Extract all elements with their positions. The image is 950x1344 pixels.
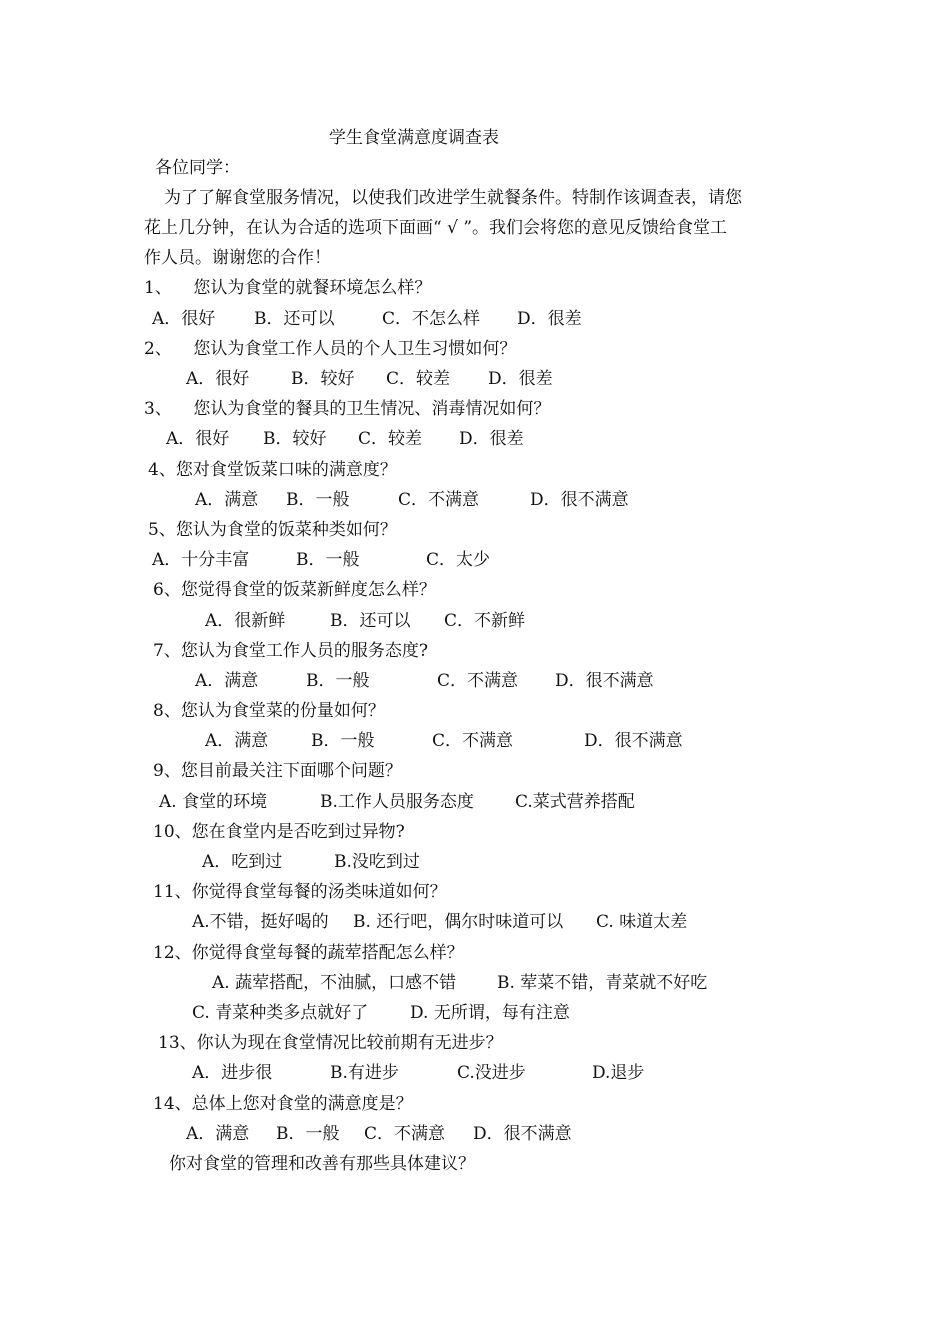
option-b[interactable]: B．较好 xyxy=(291,369,355,389)
option-c[interactable]: C.没进步 xyxy=(457,1063,526,1083)
option-a[interactable]: A．满意 xyxy=(195,671,259,691)
option-d[interactable]: D.退步 xyxy=(592,1063,645,1083)
intro-line: 作人员。谢谢您的合作！ xyxy=(144,248,331,268)
option-a[interactable]: A．满意 xyxy=(195,490,259,510)
question-text: 6、您觉得食堂的饭菜新鲜度怎么样？ xyxy=(153,580,436,600)
question-text: 13、你认为现在食堂情况比较前期有无进步？ xyxy=(158,1033,503,1053)
greeting: 各位同学： xyxy=(155,158,240,178)
question-text: 5、您认为食堂的饭菜种类如何？ xyxy=(148,520,397,540)
option-d[interactable]: D．很不满意 xyxy=(584,731,683,751)
option-d[interactable]: D．很差 xyxy=(488,369,553,389)
question-text: 10、您在食堂内是否吃到过异物? xyxy=(153,822,405,842)
option-c[interactable]: C．不新鲜 xyxy=(444,611,526,631)
option-d[interactable]: D．很不满意 xyxy=(555,671,654,691)
option-c[interactable]: C．太少 xyxy=(426,550,491,570)
option-d[interactable]: D．很不满意 xyxy=(473,1124,572,1144)
option-c[interactable]: C．较差 xyxy=(386,369,451,389)
question-text: 2、 您认为食堂工作人员的个人卫生习惯如何？ xyxy=(144,339,517,359)
question-text: 11、你觉得食堂每餐的汤类味道如何？ xyxy=(153,882,447,902)
option-c[interactable]: C.菜式营养搭配 xyxy=(515,792,635,812)
question-text: 14、总体上您对食堂的满意度是？ xyxy=(153,1094,413,1114)
option-b[interactable]: B.工作人员服务态度 xyxy=(320,792,474,812)
option-a[interactable]: A．很好 xyxy=(186,369,250,389)
option-a[interactable]: A．很好 xyxy=(166,429,230,449)
option-a[interactable]: A．很新鲜 xyxy=(205,611,286,631)
option-c[interactable]: C. 青菜种类多点就好了 xyxy=(192,1003,369,1023)
option-b[interactable]: B. 荤菜不错，青菜就不好吃 xyxy=(497,973,708,993)
question-text: 12、你觉得食堂每餐的蔬荤搭配怎么样？ xyxy=(153,943,464,963)
option-a[interactable]: A. 蔬荤搭配，不油腻，口感不错 xyxy=(212,973,457,993)
option-c[interactable]: C．不怎么样 xyxy=(382,309,481,329)
page-title: 学生食堂满意度调查表 xyxy=(329,128,499,148)
question-text: 1、 您认为食堂的就餐环境怎么样？ xyxy=(144,278,432,298)
option-d[interactable]: D．很差 xyxy=(459,429,524,449)
option-c[interactable]: C．不满意 xyxy=(437,671,519,691)
option-a[interactable]: A．满意 xyxy=(205,731,269,751)
option-b[interactable]: B．一般 xyxy=(306,671,370,691)
option-a[interactable]: A. 食堂的环境 xyxy=(159,792,268,812)
option-a[interactable]: A.不错，挺好喝的 xyxy=(192,912,329,932)
option-a[interactable]: A．十分丰富 xyxy=(152,550,250,570)
question-text: 3、 您认为食堂的餐具的卫生情况、消毒情况如何？ xyxy=(144,399,551,419)
option-c[interactable]: C．不满意 xyxy=(398,490,480,510)
option-b[interactable]: B．较好 xyxy=(263,429,327,449)
option-a[interactable]: A．吃到过 xyxy=(202,852,283,872)
intro-line: 花上几分钟，在认为合适的选项下面画“ √ ”。我们会将您的意见反馈给食堂工 xyxy=(144,218,728,238)
question-text: 9、您目前最关注下面哪个问题？ xyxy=(153,761,402,781)
option-b[interactable]: B.没吃到过 xyxy=(334,852,420,872)
option-c[interactable]: C．较差 xyxy=(358,429,423,449)
option-d[interactable]: D. 无所谓，每有注意 xyxy=(410,1003,570,1023)
option-a[interactable]: A．进步很 xyxy=(192,1063,273,1083)
closing-question: 你对食堂的管理和改善有那些具体建议？ xyxy=(169,1154,475,1174)
option-d[interactable]: D．很差 xyxy=(517,309,582,329)
option-b[interactable]: B．一般 xyxy=(286,490,350,510)
option-b[interactable]: B.有进步 xyxy=(330,1063,399,1083)
option-b[interactable]: B．一般 xyxy=(311,731,375,751)
option-b[interactable]: B．还可以 xyxy=(254,309,335,329)
option-b[interactable]: B. 还行吧，偶尔时味道可以 xyxy=(353,912,564,932)
option-b[interactable]: B．一般 xyxy=(276,1124,340,1144)
question-text: 4、您对食堂饭菜口味的满意度？ xyxy=(148,460,397,480)
option-c[interactable]: C．不满意 xyxy=(364,1124,446,1144)
option-a[interactable]: A．很好 xyxy=(152,309,216,329)
intro-line: 为了了解食堂服务情况，以使我们改进学生就餐条件。特制作该调查表，请您 xyxy=(164,188,742,208)
option-b[interactable]: B．一般 xyxy=(296,550,360,570)
question-text: 7、您认为食堂工作人员的服务态度? xyxy=(153,641,428,661)
option-a[interactable]: A．满意 xyxy=(186,1124,250,1144)
option-c[interactable]: C. 味道太差 xyxy=(596,912,688,932)
question-text: 8、您认为食堂菜的份量如何？ xyxy=(153,701,385,721)
option-b[interactable]: B．还可以 xyxy=(330,611,411,631)
option-c[interactable]: C．不满意 xyxy=(432,731,514,751)
option-d[interactable]: D．很不满意 xyxy=(530,490,629,510)
